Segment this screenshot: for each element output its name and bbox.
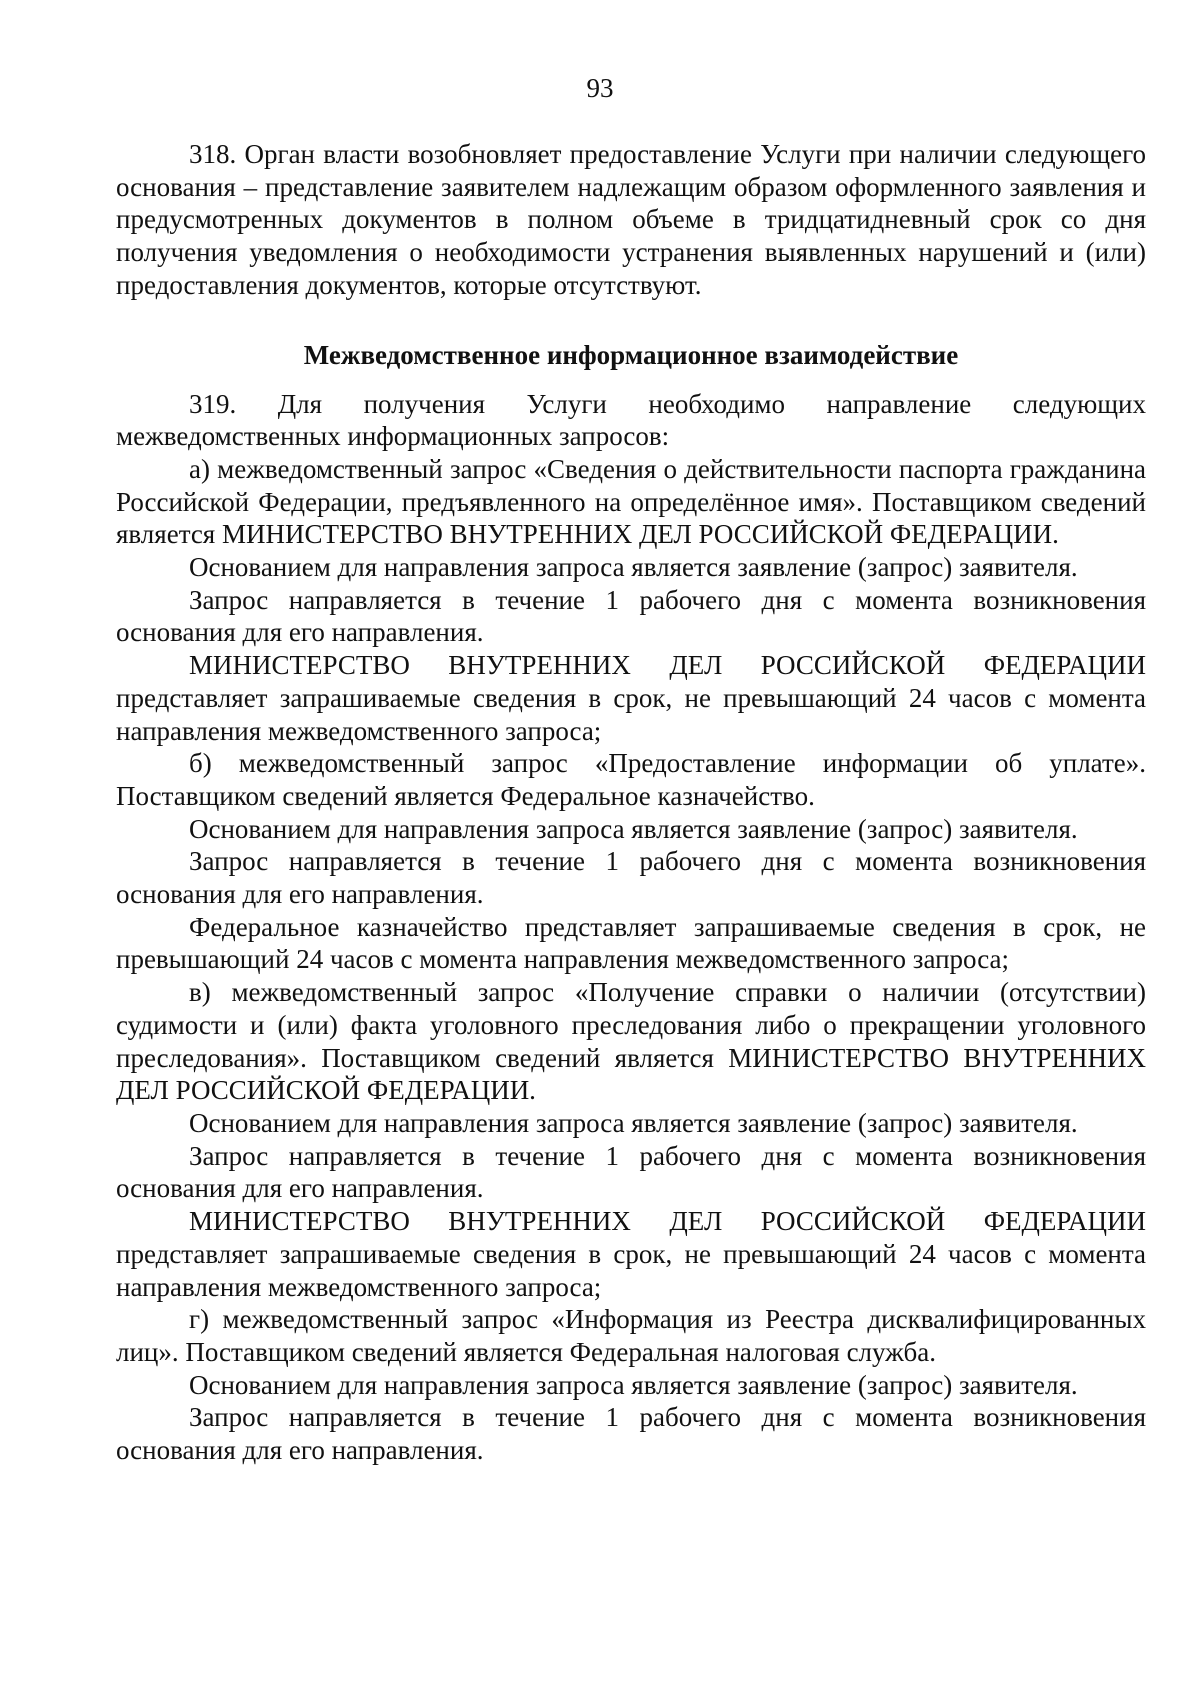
paragraph: б) межведомственный запрос «Предоставление информации об уплате». Поставщиком сведений является Федеральное казначейство. [116, 748, 1146, 811]
paragraph: Основанием для направления запроса является заявление (запрос) заявителя. [189, 1107, 1078, 1138]
paragraph: Основанием для направления запроса является заявление (запрос) заявителя. [189, 1369, 1078, 1400]
section-heading: Межведомственное информационное взаимодействие [303, 339, 959, 370]
paragraph: а) межведомственный запрос «Сведения о действительности паспорта гражданина Российской Федерации, предъявленного на определённое имя». Поставщиком сведений является МИНИСТЕРСТВО ВНУТРЕННИХ ДЕЛ РОССИЙСКОЙ ФЕДЕРАЦИИ. [116, 453, 1146, 550]
paragraph: МИНИСТЕРСТВО ВНУТРЕННИХ ДЕЛ РОССИЙСКОЙ ФЕДЕРАЦИИ представляет запрашиваемые сведения в срок, не превышающий 24 часов с момента направления межведомственного запроса; [116, 650, 1146, 746]
paragraph: 319. Для получения Услуги необходимо направление следующих межведомственных информационных запросов: [116, 388, 1146, 452]
paragraph: г) межведомственный запрос «Информация из Реестра дисквалифицированных лиц». Поставщиком сведений является Федеральная налоговая служба. [116, 1304, 1146, 1367]
paragraph: Запрос направляется в течение 1 рабочего дня с момента возникновения основания для его направления. [116, 1140, 1146, 1204]
paragraph: Основанием для направления запроса является заявление (запрос) заявителя. [189, 813, 1078, 844]
paragraph: в) межведомственный запрос «Получение справки о наличии (отсутствии) судимости и (или) факта уголовного преследования либо о прекращении уголовного преследования». Поставщиком сведений является МИНИСТЕРСТВО ВНУТРЕННИХ ДЕЛ РОССИЙСКОЙ ФЕДЕРАЦИИ. [116, 977, 1146, 1106]
document-body [116, 138, 1146, 1467]
paragraph: МИНИСТЕРСТВО ВНУТРЕННИХ ДЕЛ РОССИЙСКОЙ ФЕДЕРАЦИИ представляет запрашиваемые сведения в срок, не превышающий 24 часов с момента направления межведомственного запроса; [116, 1206, 1146, 1302]
paragraph: Запрос направляется в течение 1 рабочего дня с момента возникновения основания для его направления. [116, 584, 1146, 648]
paragraph: Основанием для направления запроса является заявление (запрос) заявителя. [189, 552, 1078, 583]
paragraph-318: 318. Орган власти возобновляет предоставление Услуги при наличии следующего основания – представление заявителем надлежащим образом оформленного заявления и предусмотренных документов в полном объеме в тридцатидневный срок со дня получения уведомления о необходимости устранения выявленных нарушений и (или) предоставления документов, которые отсутствуют. [116, 139, 1146, 300]
paragraph: Запрос направляется в течение 1 рабочего дня с момента возникновения основания для его направления. [116, 1402, 1146, 1466]
page-number: 93 [586, 73, 614, 103]
paragraph: Запрос направляется в течение 1 рабочего дня с момента возникновения основания для его направления. [116, 846, 1146, 910]
paragraph: Федеральное казначейство представляет запрашиваемые сведения в срок, не превышающий 24 часов с момента направления межведомственного запроса; [116, 911, 1146, 975]
